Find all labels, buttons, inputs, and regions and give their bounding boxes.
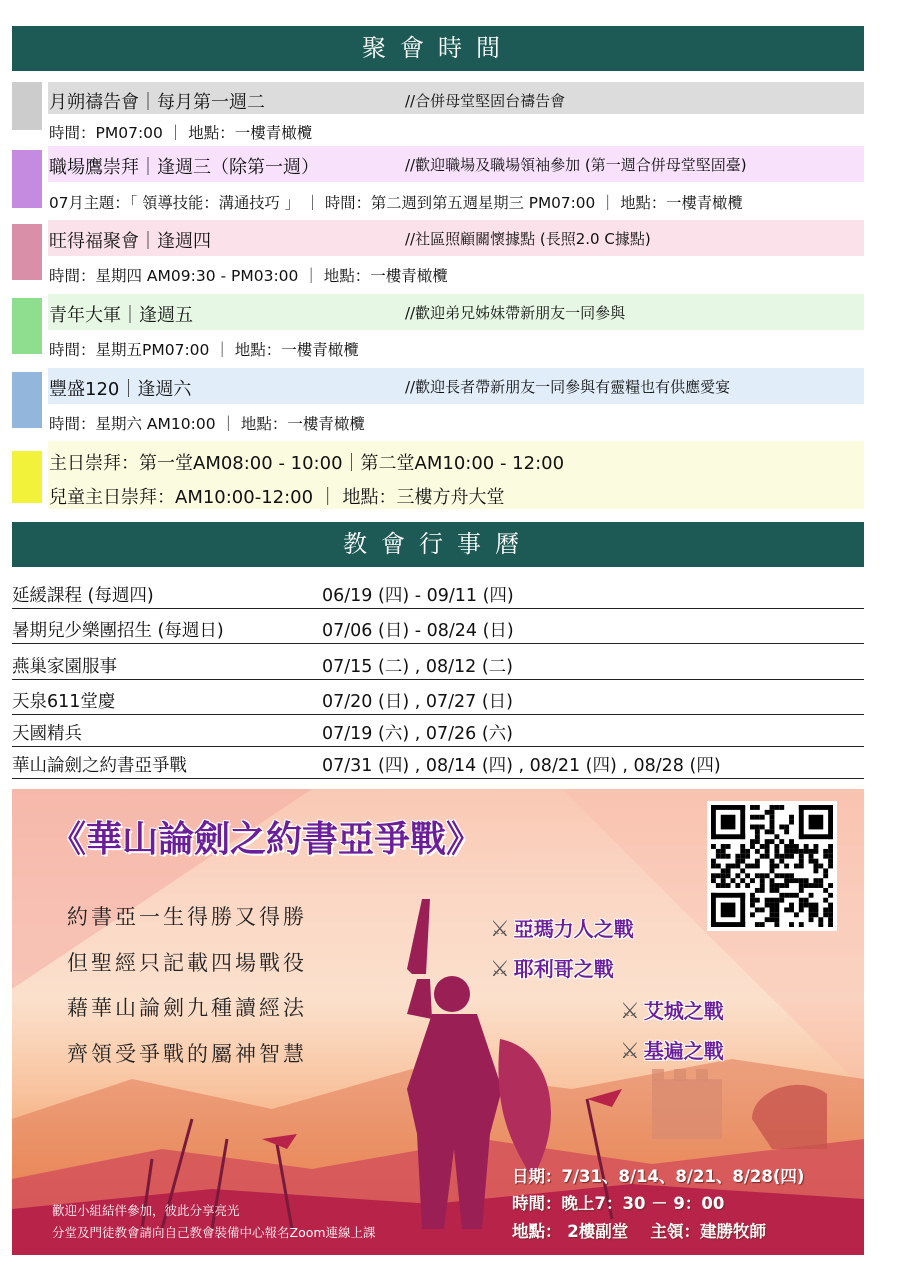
event-name: 華山論劍之約書亞爭戰 xyxy=(12,756,187,776)
calendar-row xyxy=(12,682,864,715)
event-name: 延緩課程 (每週四) xyxy=(12,586,154,606)
qr-code xyxy=(707,801,837,931)
meeting-details: 時間：星期四 AM09:30 - PM03:00 ｜ 地點：一樓青橄欖 xyxy=(49,267,448,285)
meeting-note: //合併母堂堅固台禱告會 xyxy=(405,92,566,110)
calendar-row xyxy=(12,746,864,779)
meeting-details: 時間：星期六 AM10:00 ｜ 地點：一樓青橄欖 xyxy=(49,415,365,433)
meeting-item xyxy=(12,294,864,366)
calendar-row xyxy=(12,611,864,644)
crossed-swords-icon: ⚔ xyxy=(620,999,640,1024)
crossed-swords-icon: ⚔ xyxy=(490,917,510,942)
event-name: 天國精兵 xyxy=(12,724,82,744)
event-location: 地點： 2樓副堂 主領：建勝牧師 xyxy=(512,1222,766,1241)
meeting-note: //歡迎弟兄姊妹帶新朋友一同參與 xyxy=(405,304,626,322)
poster-title: 《華山論劍之約書亞爭戰》 xyxy=(50,818,483,860)
meeting-title: 旺得福聚會｜逢週四 xyxy=(49,231,211,252)
event-date: 日期：7/31、8/14、8/21、8/28(四) xyxy=(512,1167,805,1186)
event-dates: 07/31 (四) , 08/14 (四) , 08/21 (四) , 08/28 (四) xyxy=(322,756,721,776)
poster-line: 約書亞一生得勝又得勝 xyxy=(67,905,307,929)
poster-line: 但聖經只記載四場戰役 xyxy=(67,951,307,975)
event-name: 天泉611堂慶 xyxy=(12,692,116,712)
calendar-row xyxy=(12,714,864,747)
meeting-item xyxy=(12,441,864,509)
event-poster xyxy=(12,789,864,1255)
event-dates: 07/15 (二) , 08/12 (二) xyxy=(322,657,513,677)
meetings-header: 聚會時間 xyxy=(12,26,864,71)
event-time: 時間：晚上7：30 － 9：00 xyxy=(512,1194,725,1213)
qr-code-icon xyxy=(711,805,833,927)
battle-label: 亞瑪力人之戰 xyxy=(513,917,634,941)
poster-footer: 歡迎小組結伴參加，彼此分享亮光 xyxy=(52,1203,240,1218)
calendar-header: 教會行事曆 xyxy=(12,522,864,567)
meeting-note: //歡迎職場及職場領袖參加 (第一週合併母堂堅固臺) xyxy=(405,156,747,174)
crossed-swords-icon: ⚔ xyxy=(620,1039,640,1064)
meeting-details: 07月主題：「 領導技能：溝通技巧 」 ｜ 時間：第二週到第五週星期三 PM07:00 ｜ 地點：一樓青橄欖 xyxy=(49,194,743,212)
poster-line: 齊領受爭戰的屬神智慧 xyxy=(67,1042,307,1066)
battle-item xyxy=(620,1035,724,1064)
battle-item xyxy=(620,995,724,1024)
meeting-item xyxy=(12,82,864,146)
meeting-title: 豐盛120｜逢週六 xyxy=(49,379,192,400)
meeting-title: 職場鷹崇拜｜逢週三（除第一週） xyxy=(49,157,319,178)
color-marker xyxy=(12,82,42,130)
battle-item xyxy=(490,913,634,942)
meeting-item xyxy=(12,368,864,440)
poster-footer: 分堂及門徒教會請向自己教會裝備中心報名Zoom連線上課 xyxy=(52,1225,376,1240)
meeting-note: //社區照顧關懷據點 (長照2.0 C據點) xyxy=(405,230,651,248)
meeting-details: 時間：PM07:00 ｜ 地點：一樓青橄欖 xyxy=(49,124,313,142)
crossed-swords-icon: ⚔ xyxy=(490,957,510,982)
poster-line: 藉華山論劍九種讀經法 xyxy=(67,996,307,1020)
battle-label: 耶利哥之戰 xyxy=(513,957,614,981)
event-name: 燕巢家園服事 xyxy=(12,657,117,677)
meeting-title: 月朔禱告會｜每月第一週二 xyxy=(49,92,265,113)
event-dates: 06/19 (四) - 09/11 (四) xyxy=(322,586,514,606)
meeting-item xyxy=(12,146,864,220)
event-name: 暑期兒少樂團招生 (每週日) xyxy=(12,621,224,641)
color-marker xyxy=(12,372,42,428)
event-dates: 07/19 (六) , 07/26 (六) xyxy=(322,724,513,744)
event-dates: 07/20 (日) , 07/27 (日) xyxy=(322,692,513,712)
battle-label: 基遍之戰 xyxy=(643,1039,724,1063)
color-marker xyxy=(12,298,42,354)
meeting-title: 主日崇拜：第一堂AM08:00 - 10:00｜第二堂AM10:00 - 12:00 xyxy=(49,453,565,474)
color-marker xyxy=(12,150,42,208)
meeting-details: 時間：星期五PM07:00 ｜ 地點：一樓青橄欖 xyxy=(49,341,359,359)
battle-label: 艾城之戰 xyxy=(643,999,724,1023)
meeting-title: 青年大軍｜逢週五 xyxy=(49,305,193,326)
color-marker xyxy=(12,451,42,503)
calendar-row xyxy=(12,576,864,609)
meeting-item xyxy=(12,220,864,292)
meeting-details: 兒童主日崇拜：AM10:00-12:00 ｜ 地點：三樓方舟大堂 xyxy=(49,487,505,508)
event-dates: 07/06 (日) - 08/24 (日) xyxy=(322,621,514,641)
calendar-row xyxy=(12,647,864,680)
meeting-note: //歡迎長者帶新朋友一同參與有靈糧也有供應愛宴 xyxy=(405,378,731,396)
color-marker xyxy=(12,224,42,280)
battle-item xyxy=(490,953,614,982)
